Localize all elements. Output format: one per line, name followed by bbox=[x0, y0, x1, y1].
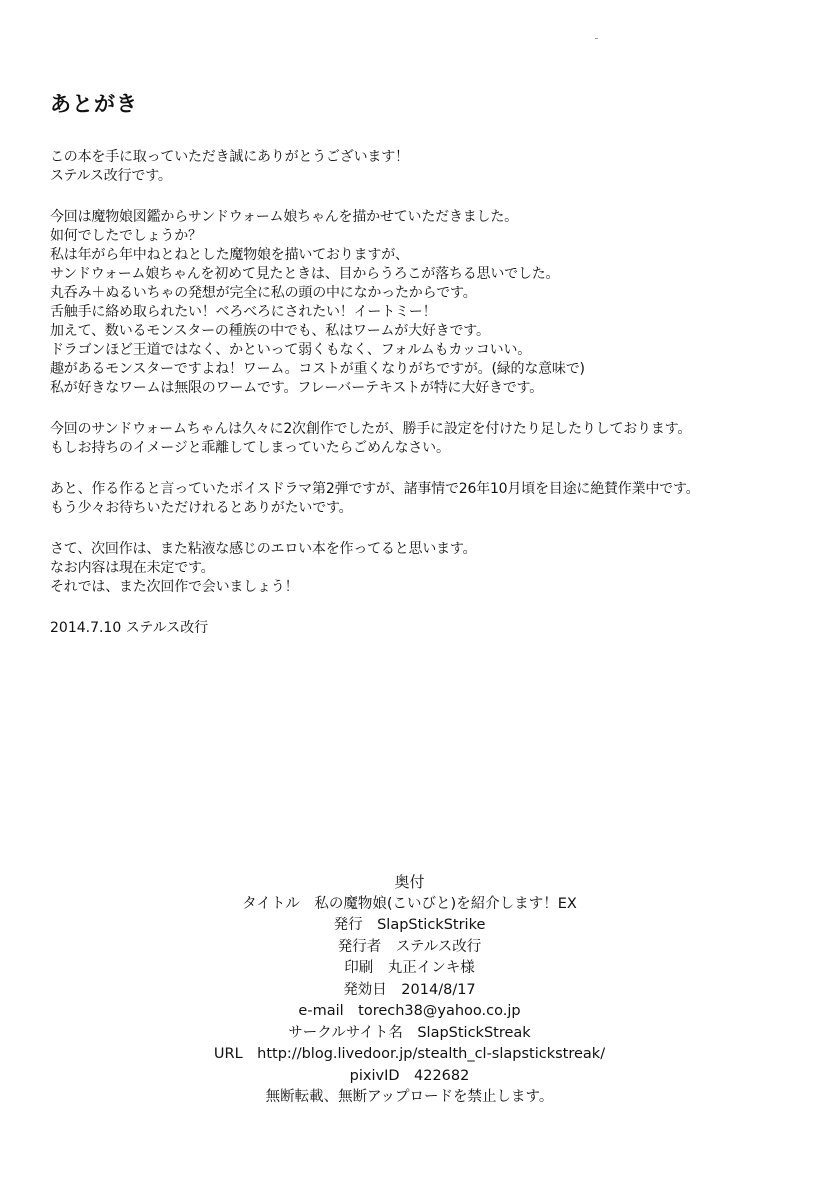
text-line: さて、次回作は、また粘液な感じのエロい本を作ってると思います。 bbox=[50, 541, 477, 557]
text-line: 加えて、数いるモンスターの種族の中でも、私はワームが大好きです。 bbox=[50, 323, 490, 339]
colophon-title-line: タイトル 私の魔物娘(こいびと)を紹介します！EX bbox=[242, 895, 577, 912]
text-line: 丸呑み＋ぬるいちゃの発想が完全に私の頭の中になかったからです。 bbox=[50, 285, 477, 301]
paragraph-5 bbox=[50, 540, 790, 597]
text-line: 私は年がら年中ねとねとした魔物娘を描いておりますが、 bbox=[50, 247, 409, 263]
text-line: それでは、また次回作で会いましょう！ bbox=[50, 579, 299, 595]
text-line: 私が好きなワームは無限のワームです。フレーバーテキストが特に大好きです。 bbox=[50, 380, 544, 396]
text-line: 今回のサンドウォームちゃんは久々に2次創作でしたが、勝手に設定を付けたり足したりしております。 bbox=[50, 421, 692, 437]
paragraph-4 bbox=[50, 480, 790, 518]
colophon-pixiv-id: pixivID 422682 bbox=[349, 1067, 470, 1084]
paragraph-2 bbox=[50, 208, 790, 398]
colophon-heading: 奥付 bbox=[394, 873, 425, 891]
text-line: 今回は魔物娘図鑑からサンドウォーム娘ちゃんを描かせていただきました。 bbox=[50, 209, 518, 225]
colophon-printer: 印刷 丸正インキ様 bbox=[344, 960, 475, 976]
colophon-notice: 無断転載、無断アップロードを禁止します。 bbox=[265, 1089, 554, 1105]
colophon-email: e-mail torech38@yahoo.co.jp bbox=[298, 1003, 521, 1019]
text-line: ドラゴンほど王道ではなく、かといって弱くもなく、フォルムもカッコいい。 bbox=[50, 342, 532, 358]
text-line: もう少々お待ちいただけれるとありがたいです。 bbox=[50, 500, 353, 516]
paragraph-3 bbox=[50, 420, 790, 458]
text-line: 舌触手に絡め取られたい！べろべろにされたい！イートミー！ bbox=[50, 304, 437, 320]
text-line: この本を手に取っていただき誠にありがとうございます！ bbox=[50, 149, 409, 165]
afterword-section bbox=[50, 88, 790, 638]
afterword-heading: あとがき bbox=[50, 92, 138, 116]
colophon-issuer: 発行者 ステルス改行 bbox=[337, 938, 482, 955]
signature: 2014.7.10 ステルス改行 bbox=[50, 620, 209, 636]
text-line: サンドウォーム娘ちゃんを初めて見たときは、目からうろこが落ちる思いでした。 bbox=[50, 266, 560, 282]
colophon-circle-site: サークルサイト名 SlapStickStreak bbox=[288, 1024, 531, 1041]
text-line: 如何でしたでしょうか？ bbox=[50, 228, 202, 244]
colophon-url: URL http://blog.livedoor.jp/stealth_cl-slapstickstreak/ bbox=[213, 1046, 606, 1062]
text-line: 趣があるモンスターですよね！ワーム。コストが重くなりがちですが。(緑的な意味で) bbox=[50, 361, 585, 377]
paragraph-1 bbox=[50, 148, 790, 186]
colophon-publisher: 発行 SlapStickStrike bbox=[333, 917, 486, 933]
scan-speck bbox=[595, 38, 598, 39]
text-line: なお内容は現在未定です。 bbox=[50, 560, 215, 576]
colophon-section bbox=[0, 872, 819, 1109]
text-line: もしお持ちのイメージと乖離してしまっていたらごめんなさい。 bbox=[50, 440, 450, 456]
text-line: ステルス改行です。 bbox=[50, 168, 172, 184]
colophon-date: 発効日 2014/8/17 bbox=[343, 981, 476, 998]
text-line: あと、作る作ると言っていたボイスドラマ第2弾ですが、諸事情で26年10月頃を目途に絶賛作業中です。 bbox=[50, 481, 700, 497]
